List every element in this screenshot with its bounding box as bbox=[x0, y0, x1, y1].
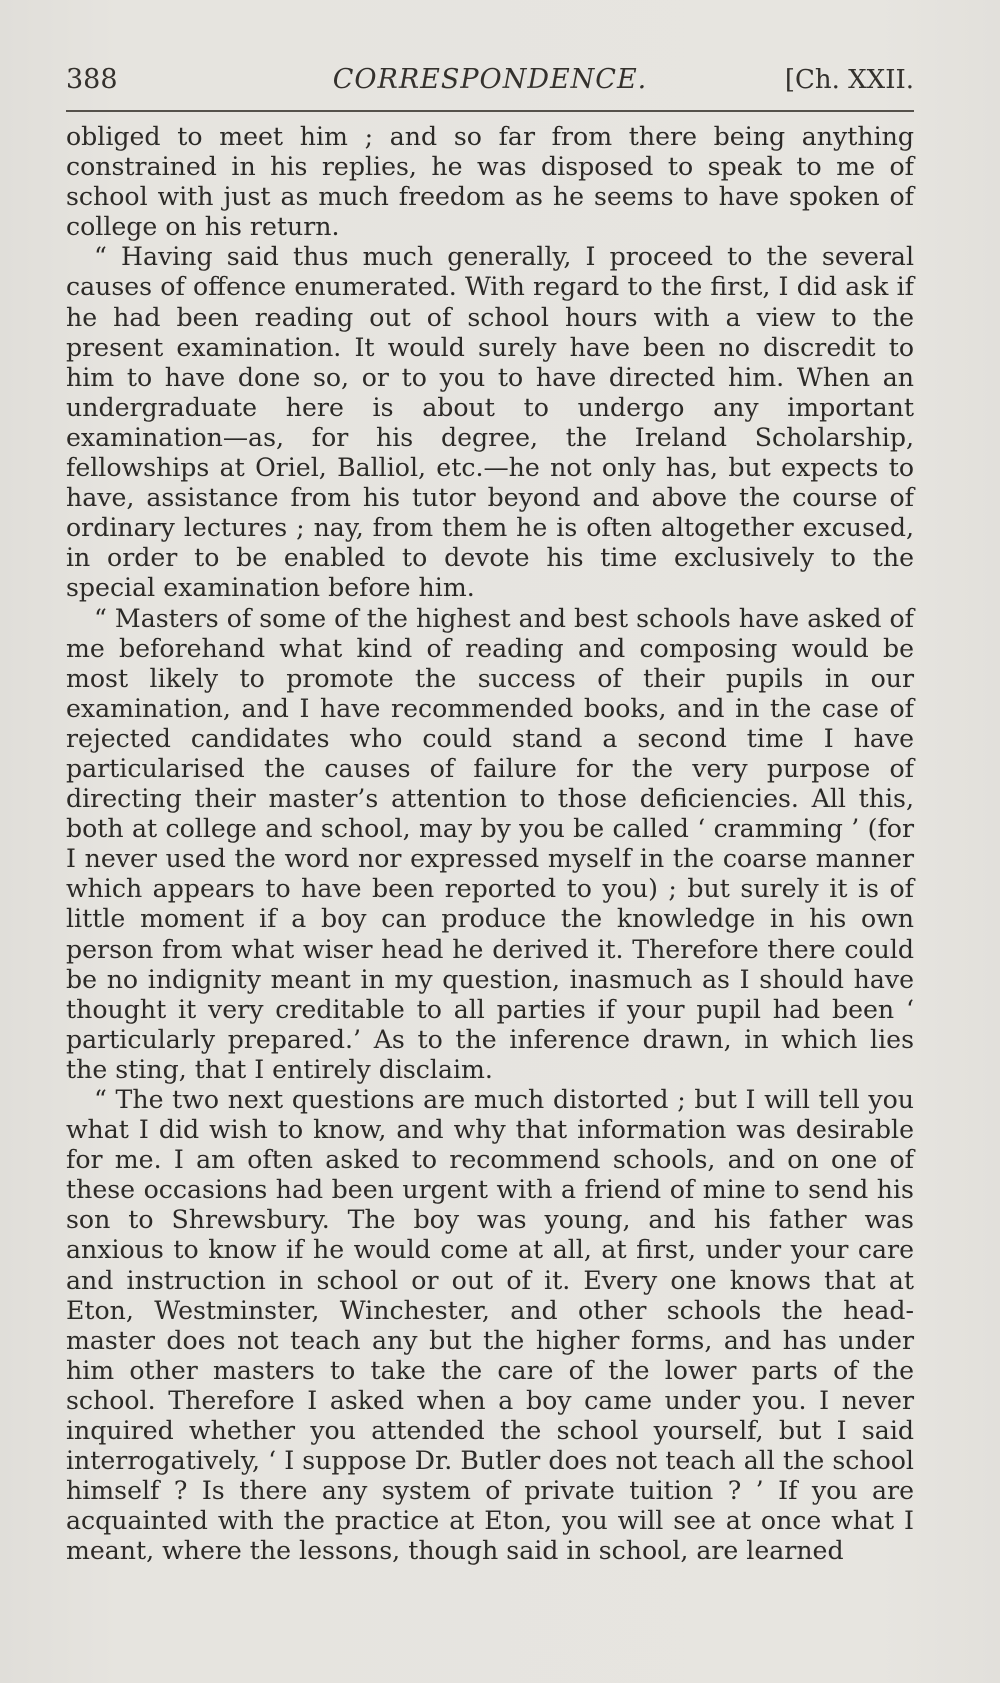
body-text bbox=[66, 122, 914, 1567]
paragraph: “ The two next questions are much distorted ; but I will tell you what I did wish to know, and why that information was desirable for me. I am often asked to recommend schools, and on one of these occasions had been urgent with a friend of mine to send his son to Shrewsbury. The boy was young, and his father was anxious to know if he would come at all, at first, under your care and instruction in school or out of it. Every one knows that at Eton, Westminster, Winchester, and other schools the head-master does not teach any but the higher forms, and has under him other masters to take the care of the lower parts of the school. Therefore I asked when a boy came under you. I never inquired whether you attended the school yourself, but I said interrogatively, ‘ I suppose Dr. Butler does not teach all the school himself ? Is there any system of private tuition ? ’ If you are acquainted with the practice at Eton, you will see at once what I meant, where the lessons, though said in school, are learned bbox=[66, 1085, 914, 1566]
paragraph-continuation: obliged to meet him ; and so far from there being anything constrained in his replies, he was disposed to speak to me of school with just as much freedom as he seems to have spoken of college on his return. bbox=[66, 122, 914, 242]
running-title: CORRESPONDENCE. bbox=[332, 64, 648, 95]
paragraph: “ Having said thus much generally, I proceed to the several causes of offence enumerated. With regard to the first, I did ask if he had been reading out of school hours with a view to the present examination. It would surely have been no discredit to him to have done so, or to you to have directed him. When an undergraduate here is about to undergo any important examination—as, for his degree, the Ireland Scholarship, fellowships at Oriel, Balliol, etc.—he not only has, but expects to have, assistance from his tutor beyond and above the course of ordinary lectures ; nay, from them he is often altogether excused, in order to be enabled to devote his time exclusively to the special examination before him. bbox=[66, 242, 914, 603]
chapter-reference: [Ch. XXII. bbox=[784, 65, 914, 95]
page-number: 388 bbox=[66, 64, 118, 95]
header-rule bbox=[66, 110, 914, 112]
paragraph: “ Masters of some of the highest and best schools have asked of me beforehand what kind of reading and composing would be most likely to promote the success of their pupils in our examination, and I have recommended books, and in the case of rejected candidates who could stand a second time I have particularised the causes of failure for the very purpose of directing their master’s attention to those deficiencies. All this, both at college and school, may by you be called ‘ cramming ’ (for I never used the word nor expressed myself in the coarse manner which appears to have been reported to you) ; but surely it is of little moment if a boy can produce the knowledge in his own person from what wiser head he derived it. Therefore there could be no indignity meant in my question, inasmuch as I should have thought it very creditable to all parties if your pupil had been ‘ particularly prepared.’ As to the inference drawn, in which lies the sting, that I entirely disclaim. bbox=[66, 603, 914, 1084]
running-head bbox=[66, 58, 914, 102]
